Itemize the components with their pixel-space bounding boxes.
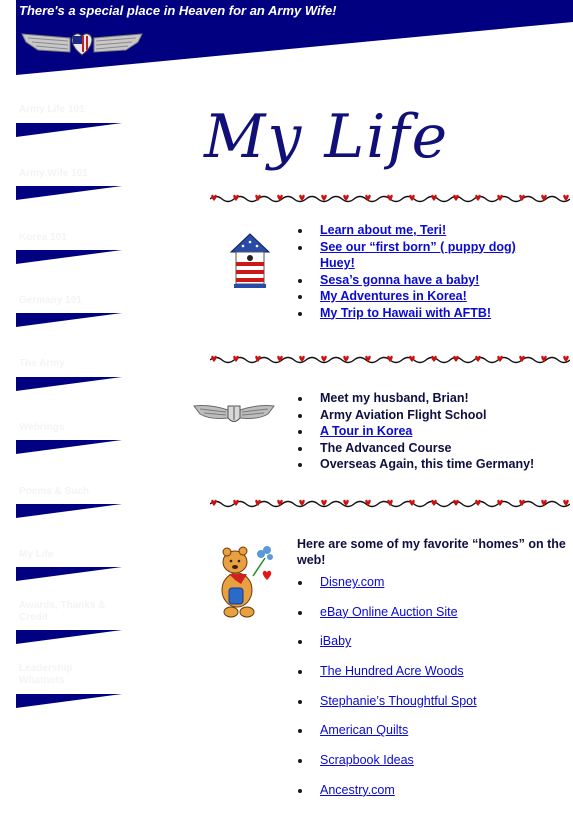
- heart-ornament-icon: [365, 195, 371, 201]
- bullet-icon: [298, 397, 302, 401]
- heart-vine-divider-icon: [210, 496, 570, 512]
- bullet-icon: [298, 312, 302, 316]
- nav-tab-shape: [16, 567, 122, 581]
- link-learn-about-me[interactable]: Learn about me, Teri!: [320, 223, 447, 237]
- bullet-icon: [298, 447, 302, 451]
- list-item: [296, 288, 536, 305]
- bullet-icon: [298, 640, 302, 644]
- heart-ornament-icon: [409, 356, 415, 362]
- bullet-icon: [298, 789, 302, 793]
- list-item: [296, 456, 566, 473]
- list-item: [296, 239, 536, 272]
- nav-tab-shape: [16, 504, 122, 518]
- nav-tab-shape: [16, 313, 122, 327]
- list-item: [296, 633, 556, 663]
- sidebar-item-label: Webrings: [19, 422, 65, 433]
- list-item: [296, 574, 556, 604]
- heart-ornament-icon: [475, 195, 481, 201]
- link-tour-in-korea[interactable]: A Tour in Korea: [320, 424, 413, 438]
- bullet-icon: [298, 229, 302, 233]
- link-american-quilts[interactable]: American Quilts: [320, 723, 409, 738]
- bullet-icon: [298, 463, 302, 467]
- heart-ornament-icon: [365, 356, 371, 362]
- heart-ornament-icon: [277, 356, 283, 362]
- link-stephanies-spot[interactable]: Stephanie’s Thoughtful Spot: [320, 693, 477, 708]
- aviator-wings-icon: [192, 398, 276, 428]
- favorite-sites-list: [296, 574, 556, 812]
- heart-ornament-icon: [431, 500, 437, 506]
- item-flight-school: Army Aviation Flight School: [320, 407, 487, 422]
- sidebar-item-label: Awards, Thanks & Credit: [19, 600, 106, 623]
- heart-ornament-icon: [475, 356, 481, 362]
- link-ibaby[interactable]: iBaby: [320, 634, 352, 649]
- nav-tab-shape: [16, 123, 122, 137]
- bullet-icon: [298, 700, 302, 704]
- nav-tab-shape: [16, 377, 122, 391]
- list-item: [296, 693, 556, 723]
- about-me-link-list: [296, 222, 536, 321]
- heart-ornament-icon: [541, 500, 547, 506]
- list-item: [296, 663, 556, 693]
- link-ancestry[interactable]: Ancestry.com: [320, 782, 395, 797]
- bullet-icon: [298, 430, 302, 434]
- heart-ornament-icon: [211, 195, 217, 201]
- heart-ornament-icon: [453, 195, 459, 201]
- item-meet-husband: Meet my husband, Brian!: [320, 391, 469, 405]
- sidebar-item-label: Leadership Whatnots: [19, 663, 73, 686]
- sidebar-item-the-army[interactable]: [16, 358, 126, 403]
- sidebar-item-webrings[interactable]: [16, 422, 126, 467]
- header-tagline: There's a special place in Heaven for an Army Wife!: [19, 3, 337, 18]
- nav-tab-shape: [16, 250, 122, 264]
- list-item: [296, 722, 556, 752]
- heart-ornament-icon: [233, 500, 239, 506]
- sidebar-item-label: Korea 101: [19, 232, 67, 243]
- heart-ornament-icon: [321, 356, 327, 362]
- list-item: [296, 440, 566, 457]
- list-item: [296, 407, 566, 424]
- item-overseas-germany: Overseas Again, this time Germany!: [320, 457, 535, 471]
- sidebar-item-label: My Life: [19, 549, 54, 560]
- heart-ornament-icon: [277, 500, 283, 506]
- heart-ornament-icon: [453, 356, 459, 362]
- link-adventures-korea[interactable]: My Adventures in Korea!: [320, 289, 467, 303]
- sidebar-item-my-life[interactable]: [16, 549, 126, 594]
- nav-tab-shape: [16, 440, 122, 454]
- heart-ornament-icon: [431, 195, 437, 201]
- sidebar-item-poems-and-such[interactable]: [16, 486, 126, 531]
- list-item: [296, 305, 536, 322]
- sidebar-item-awards-thanks-credit[interactable]: [16, 600, 126, 645]
- bullet-icon: [298, 279, 302, 283]
- heart-ornament-icon: [233, 195, 239, 201]
- heart-ornament-icon: [497, 500, 503, 506]
- heart-ornament-icon: [321, 500, 327, 506]
- page-title: My Life: [204, 102, 450, 172]
- sidebar-item-label: Army Life 101: [19, 104, 85, 115]
- bullet-icon: [298, 759, 302, 763]
- sidebar-item-label: Germany 101: [19, 295, 82, 306]
- link-hundred-acre-woods[interactable]: The Hundred Acre Woods: [320, 664, 464, 679]
- heart-ornament-icon: [409, 500, 415, 506]
- sidebar-item-leadership-whatnots[interactable]: [16, 663, 126, 708]
- husband-career-list: [296, 390, 566, 473]
- bullet-icon: [298, 246, 302, 250]
- sidebar-item-korea-101[interactable]: [16, 232, 126, 277]
- heart-ornament-icon: [453, 500, 459, 506]
- link-ebay[interactable]: eBay Online Auction Site: [320, 604, 458, 619]
- sidebar-item-germany-101[interactable]: [16, 295, 126, 340]
- list-item: [296, 752, 556, 782]
- heart-vine-divider-icon: [210, 352, 570, 368]
- list-item: [296, 390, 566, 407]
- sidebar-item-label: Poems & Such: [19, 486, 90, 497]
- link-disney[interactable]: Disney.com: [320, 575, 385, 589]
- sidebar-item-army-wife-101[interactable]: [16, 168, 126, 213]
- sidebar-item-label: The Army: [19, 358, 65, 369]
- link-trip-hawaii[interactable]: My Trip to Hawaii with AFTB!: [320, 305, 492, 320]
- header-banner: [0, 0, 573, 80]
- heart-ornament-icon: [233, 356, 239, 362]
- heart-ornament-icon: [211, 356, 217, 362]
- sidebar-item-label: Army Wife 101: [19, 168, 88, 179]
- list-item: [296, 423, 566, 440]
- nav-tab-shape: [16, 186, 122, 200]
- list-item: [296, 222, 536, 239]
- bullet-icon: [298, 581, 302, 585]
- heart-ornament-icon: [277, 195, 283, 201]
- bullet-icon: [298, 611, 302, 615]
- list-item: [296, 272, 536, 289]
- item-advanced-course: The Advanced Course: [320, 440, 452, 455]
- heart-ornament-icon: [321, 195, 327, 201]
- heart-ornament-icon: [541, 195, 547, 201]
- heart-ornament-icon: [497, 195, 503, 201]
- bullet-icon: [298, 729, 302, 733]
- heart-ornament-icon: [409, 195, 415, 201]
- bullet-icon: [298, 295, 302, 299]
- heart-ornament-icon: [365, 500, 371, 506]
- heart-ornament-icon: [211, 500, 217, 506]
- heart-ornament-icon: [475, 500, 481, 506]
- winnie-the-pooh-icon: [215, 542, 277, 624]
- birdhouse-icon: [229, 232, 271, 292]
- sidebar-item-army-life-101[interactable]: [16, 104, 126, 149]
- army-wings-heart-icon: [18, 28, 146, 58]
- bullet-icon: [298, 670, 302, 674]
- link-sesa-baby[interactable]: Sesa’s gonna have a baby!: [320, 272, 480, 287]
- link-scrapbook-ideas[interactable]: Scrapbook Ideas: [320, 753, 414, 768]
- bullet-icon: [298, 414, 302, 418]
- list-item: [296, 782, 556, 812]
- heart-ornament-icon: [541, 356, 547, 362]
- nav-tab-shape: [16, 630, 122, 644]
- link-first-born[interactable]: See our “first born” ( puppy dog) Huey!: [320, 239, 516, 270]
- nav-tab-shape: [16, 694, 122, 708]
- heart-ornament-icon: [497, 356, 503, 362]
- heart-ornament-icon: [431, 356, 437, 362]
- heart-vine-divider-icon: [210, 191, 570, 207]
- list-item: [296, 604, 556, 634]
- favorites-intro: Here are some of my favorite “homes” on the web!: [297, 537, 566, 567]
